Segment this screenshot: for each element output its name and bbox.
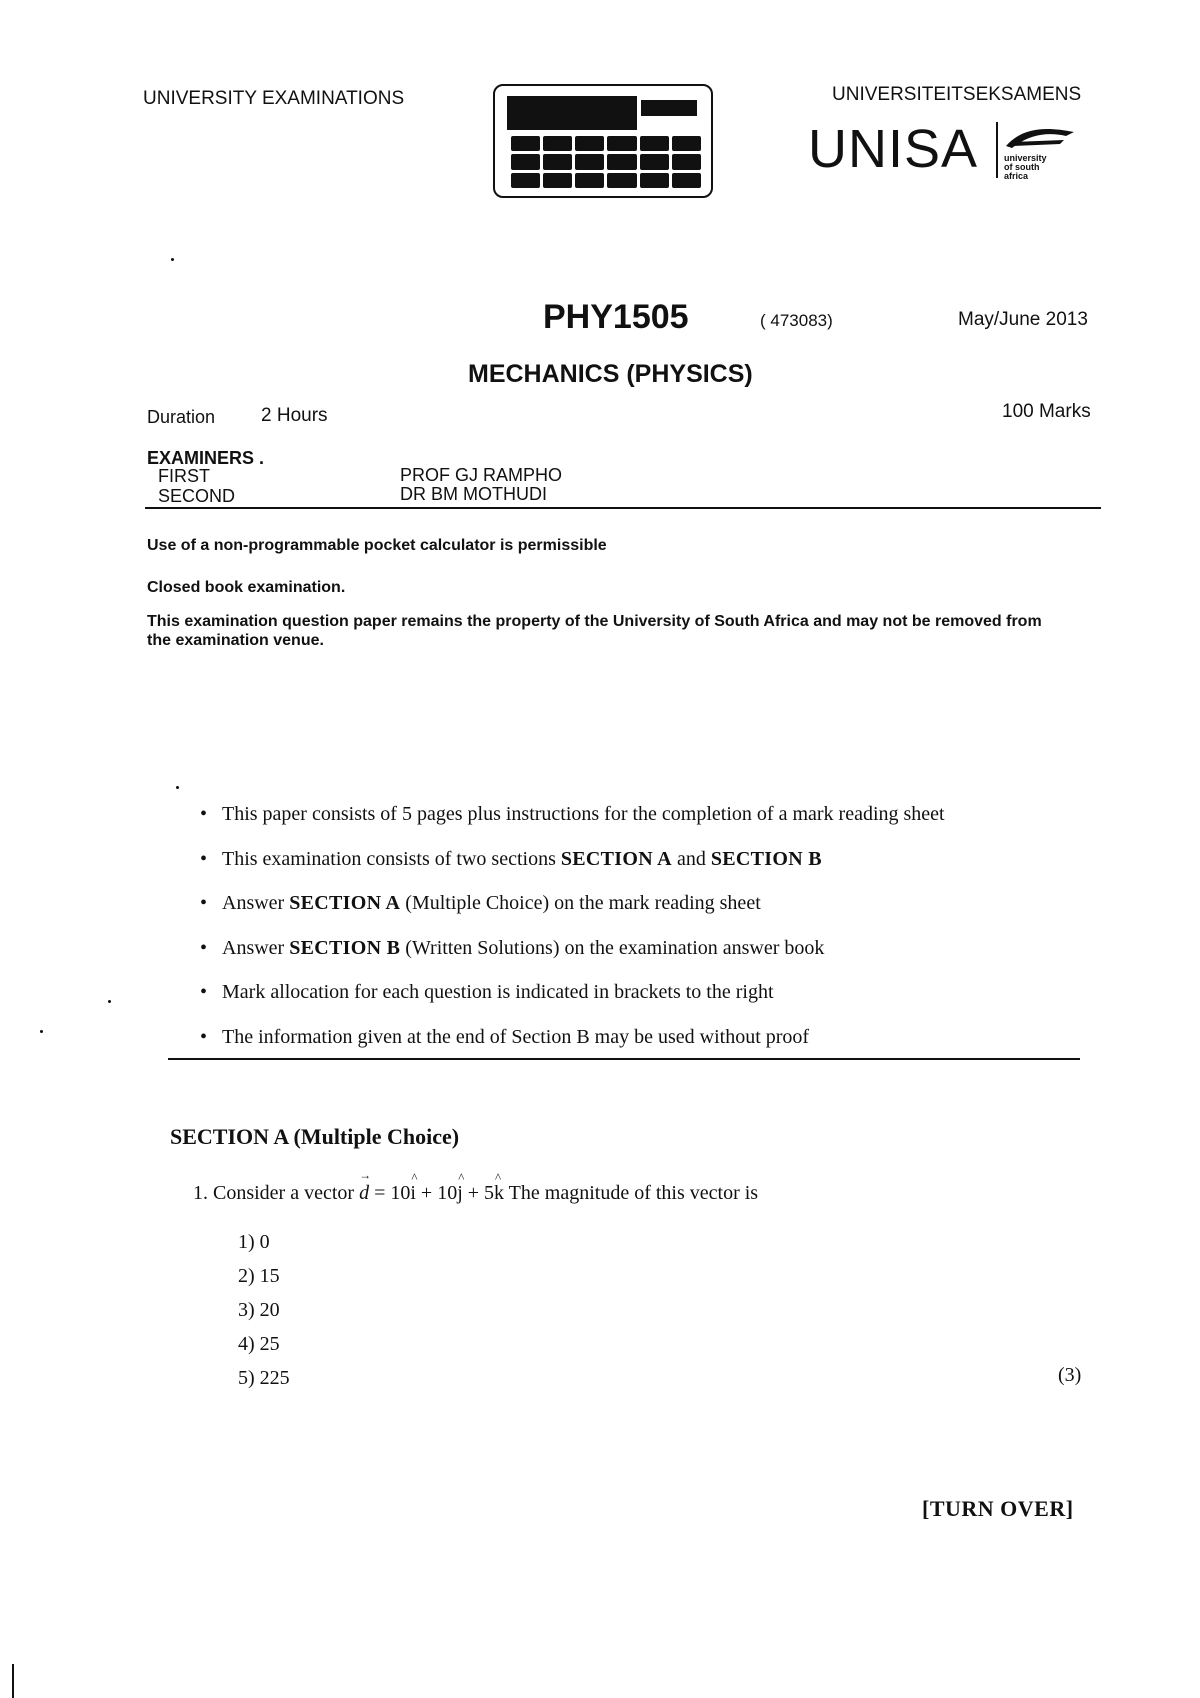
exam-session: May/June 2013 xyxy=(958,309,1088,330)
header-right-title: UNIVERSITEITSEKSAMENS xyxy=(832,84,1082,105)
list-item: • The information given at the end of Section B may be used without proof xyxy=(200,1023,1100,1068)
question-number: 1. xyxy=(193,1182,208,1204)
list-item: • Answer SECTION B (Written Solutions) on the examination answer book xyxy=(200,934,1100,979)
closed-book-rule: Closed book examination. xyxy=(147,579,346,596)
option-4: 4) 25 xyxy=(238,1333,280,1355)
scan-speck xyxy=(108,1000,111,1003)
unit-vector-k: ^ k xyxy=(494,1182,504,1205)
subject-title: MECHANICS (PHYSICS) xyxy=(468,360,753,388)
list-item: • This examination consists of two sections SECTION A and SECTION B xyxy=(200,845,1100,890)
examiner-second-label: SECOND xyxy=(158,486,236,506)
examiner-second-name: DR BM MOTHUDI xyxy=(400,484,547,504)
list-item: • Mark allocation for each question is indicated in brackets to the right xyxy=(200,978,1100,1023)
examiners-heading: EXAMINERS . xyxy=(147,448,265,468)
option-5: 5) 225 xyxy=(238,1367,290,1389)
instructions-divider xyxy=(168,1058,1080,1060)
unit-vector-i: ^ i xyxy=(410,1182,416,1205)
scan-speck xyxy=(171,258,174,261)
unisa-logo xyxy=(808,118,1047,181)
duration-label: Duration xyxy=(147,407,216,427)
calculator-screen xyxy=(507,96,637,130)
header-divider xyxy=(145,507,1101,509)
question-1-options xyxy=(238,1228,290,1398)
scan-speck xyxy=(176,786,179,789)
list-item: • Answer SECTION A (Multiple Choice) on the mark reading sheet xyxy=(200,889,1100,934)
option-1: 1) 0 xyxy=(238,1231,270,1253)
vector-symbol: → d xyxy=(359,1182,369,1205)
calculator-rule: Use of a non-programmable pocket calculator is permissible xyxy=(147,537,607,554)
section-a-title: SECTION A (Multiple Choice) xyxy=(170,1124,460,1149)
question-lead: Consider a vector xyxy=(213,1182,360,1204)
unit-vector-j: ^ j xyxy=(457,1182,463,1205)
option-3: 3) 20 xyxy=(238,1299,280,1321)
instructions-list xyxy=(200,800,1100,1068)
calculator-icon xyxy=(493,84,713,198)
scan-edge-mark xyxy=(12,1664,14,1698)
logo-divider xyxy=(996,122,998,178)
examiner-first-label: FIRST xyxy=(158,466,210,486)
duration-value: 2 Hours xyxy=(261,405,328,426)
header-left-title: UNIVERSITY EXAMINATIONS xyxy=(143,88,405,109)
option-2: 2) 15 xyxy=(238,1265,280,1287)
examiner-first-name: PROF GJ RAMPHO xyxy=(400,465,563,485)
total-marks: 100 Marks xyxy=(1002,401,1091,422)
property-rule: This examination question paper remains the property of the University of South Africa and may not be removed from the examination venue. xyxy=(147,613,1042,649)
logo-wordmark: UNISA xyxy=(808,119,979,179)
list-item: • This paper consists of 5 pages plus instructions for the completion of a mark reading sheet xyxy=(200,800,1100,845)
course-code: PHY1505 xyxy=(543,298,689,336)
question-1-marks: (3) xyxy=(1058,1364,1082,1386)
calculator-keys xyxy=(511,136,701,188)
question-1: 1. Consider a vector → d = 10^ i + 10^ j + 5^ k The magnitude of this vector is xyxy=(193,1182,758,1205)
scan-speck xyxy=(40,1030,43,1033)
logo-tagline: university of south africa xyxy=(1004,153,1047,181)
turn-over-label: [TURN OVER] xyxy=(922,1496,1074,1521)
logo-swoosh-icon xyxy=(1004,124,1076,150)
calculator-display-small xyxy=(641,100,697,116)
paper-code: ( 473083) xyxy=(760,311,833,330)
